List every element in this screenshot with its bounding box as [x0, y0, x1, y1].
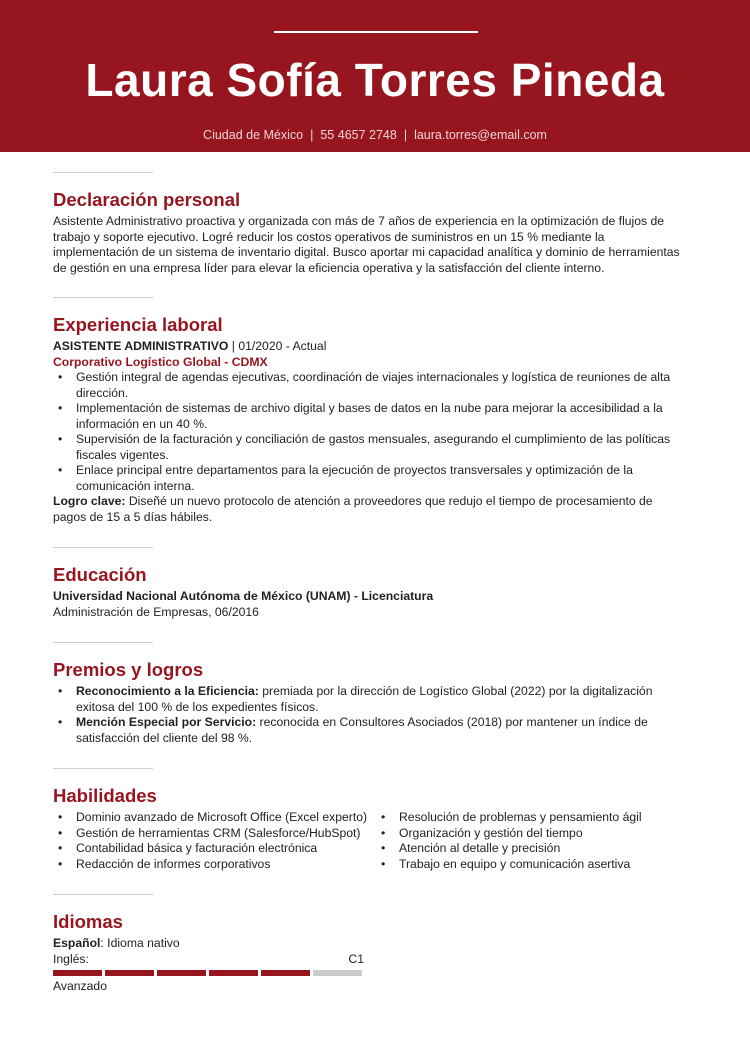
- job-title: ASISTENTE ADMINISTRATIVO: [53, 339, 229, 353]
- section-divider: [53, 297, 153, 298]
- section-title: Declaración personal: [53, 189, 241, 210]
- header-rule: [274, 31, 478, 33]
- list-item: • Resolución de problemas y pensamiento ágil: [376, 810, 676, 826]
- contact-phone: 55 4657 2748: [320, 128, 397, 142]
- list-item: • Implementación de sistemas de archivo digital y bases de datos en la nube para mejorar la accesibilidad a la información en un 40 %.: [53, 401, 681, 432]
- section-title: Educación: [53, 564, 147, 585]
- section-divider: [53, 894, 153, 895]
- section-title: Habilidades: [53, 785, 157, 806]
- skills-list-right: [376, 810, 676, 872]
- list-item: • Supervisión de la facturación y conciliación de gastos mensuales, asegurando el cumplimiento de las políticas fiscales vigentes.: [53, 432, 681, 463]
- awards-list: [53, 684, 681, 746]
- list-item: [53, 715, 681, 746]
- level-segment-filled: [209, 970, 258, 976]
- list-item: • Organización y gestión del tiempo: [376, 826, 676, 842]
- section-divider: [53, 172, 153, 173]
- education-school: Universidad Nacional Autónoma de México (UNAM) - Licenciatura: [53, 589, 434, 603]
- section-skills: [53, 768, 681, 872]
- contact-email: laura.torres@email.com: [414, 128, 547, 142]
- section-divider: [53, 768, 153, 769]
- language-native-level: : Idioma nativo: [100, 936, 180, 950]
- language-second-code: C1: [348, 951, 364, 966]
- contact-separator: |: [403, 128, 408, 142]
- job-header: [53, 339, 681, 355]
- list-item: • Enlace principal entre departamentos para la ejecución de proyectos transversales y optimización de la comunicación interna.: [53, 463, 681, 494]
- award-label: Mención Especial por Servicio:: [76, 715, 257, 729]
- list-item: • Atención al detalle y precisión: [376, 841, 676, 857]
- list-item: • Trabajo en equipo y comunicación asertiva: [376, 857, 676, 873]
- language-second-level: Avanzado: [53, 979, 107, 993]
- key-achievement-text: Diseñé un nuevo protocolo de atención a proveedores que redujo el tiempo de procesamiento de pagos de 15 a 5 días hábiles.: [53, 494, 653, 524]
- section-awards: [53, 642, 681, 746]
- award-text: reconocida en Consultores Asociados (2018) por mantener un índice de satisfacción del cliente del 98 %.: [76, 715, 648, 745]
- section-education: [53, 547, 681, 620]
- declaration-text: Asistente Administrativo proactiva y organizada con más de 7 años de experiencia en la optimización de flujos de trabajo y soporte ejecutivo. Logré reducir los costos operativos de suministros en un 15 % mediante la implementación de un sistema de inventario digital. Busco aportar mi capacidad analítica y dominio de herramientas de gestión en una empresa líder para elevar la eficiencia operativa y la satisfacción del cliente interno.: [53, 214, 680, 275]
- skills-columns: [53, 810, 681, 872]
- resume-header: [0, 0, 750, 152]
- language-second-name: Inglés:: [53, 951, 89, 966]
- key-achievement-label: Logro clave:: [53, 494, 126, 508]
- level-segment-filled: [105, 970, 154, 976]
- list-item: [53, 684, 681, 715]
- level-segment-filled: [261, 970, 310, 976]
- job-separator: |: [228, 339, 239, 353]
- language-second-row: [53, 952, 364, 968]
- job-bullets: [53, 370, 681, 494]
- level-segment-empty: [313, 970, 362, 976]
- resume-body: [53, 172, 681, 995]
- section-divider: [53, 547, 153, 548]
- candidate-name: Laura Sofía Torres Pineda: [85, 54, 665, 106]
- language-native: [53, 936, 681, 952]
- section-declaration: [53, 172, 681, 276]
- language-level-bar: [53, 970, 681, 976]
- section-divider: [53, 642, 153, 643]
- award-text: premiada por la dirección de Logístico Global (2022) por la digitalización exitosa del 100 % de los expedientes físicos.: [76, 684, 653, 714]
- job-company: Corporativo Logístico Global - CDMX: [53, 354, 268, 369]
- section-title: Idiomas: [53, 911, 123, 932]
- section-experience: [53, 297, 681, 525]
- list-item: • Gestión integral de agendas ejecutivas, coordinación de viajes internacionales y logística de reuniones de alta dirección.: [53, 370, 681, 401]
- level-segment-filled: [157, 970, 206, 976]
- key-achievement: [53, 494, 681, 525]
- section-languages: [53, 894, 681, 995]
- list-item: • Redacción de informes corporativos: [53, 857, 376, 873]
- skills-list-left: [53, 810, 376, 872]
- list-item: • Dominio avanzado de Microsoft Office (Excel experto): [53, 810, 376, 826]
- contact-line: [0, 127, 750, 143]
- contact-city: Ciudad de México: [203, 128, 304, 142]
- job-dates: 01/2020 - Actual: [238, 339, 327, 353]
- education-degree: Administración de Empresas, 06/2016: [53, 604, 259, 619]
- contact-separator: |: [310, 128, 314, 142]
- list-item: • Contabilidad básica y facturación electrónica: [53, 841, 376, 857]
- award-label: Reconocimiento a la Eficiencia:: [76, 684, 259, 698]
- level-segment-filled: [53, 970, 102, 976]
- section-title: Premios y logros: [53, 659, 204, 680]
- language-native-name: Español: [53, 936, 101, 950]
- section-title: Experiencia laboral: [53, 314, 223, 335]
- list-item: • Gestión de herramientas CRM (Salesforce/HubSpot): [53, 826, 376, 842]
